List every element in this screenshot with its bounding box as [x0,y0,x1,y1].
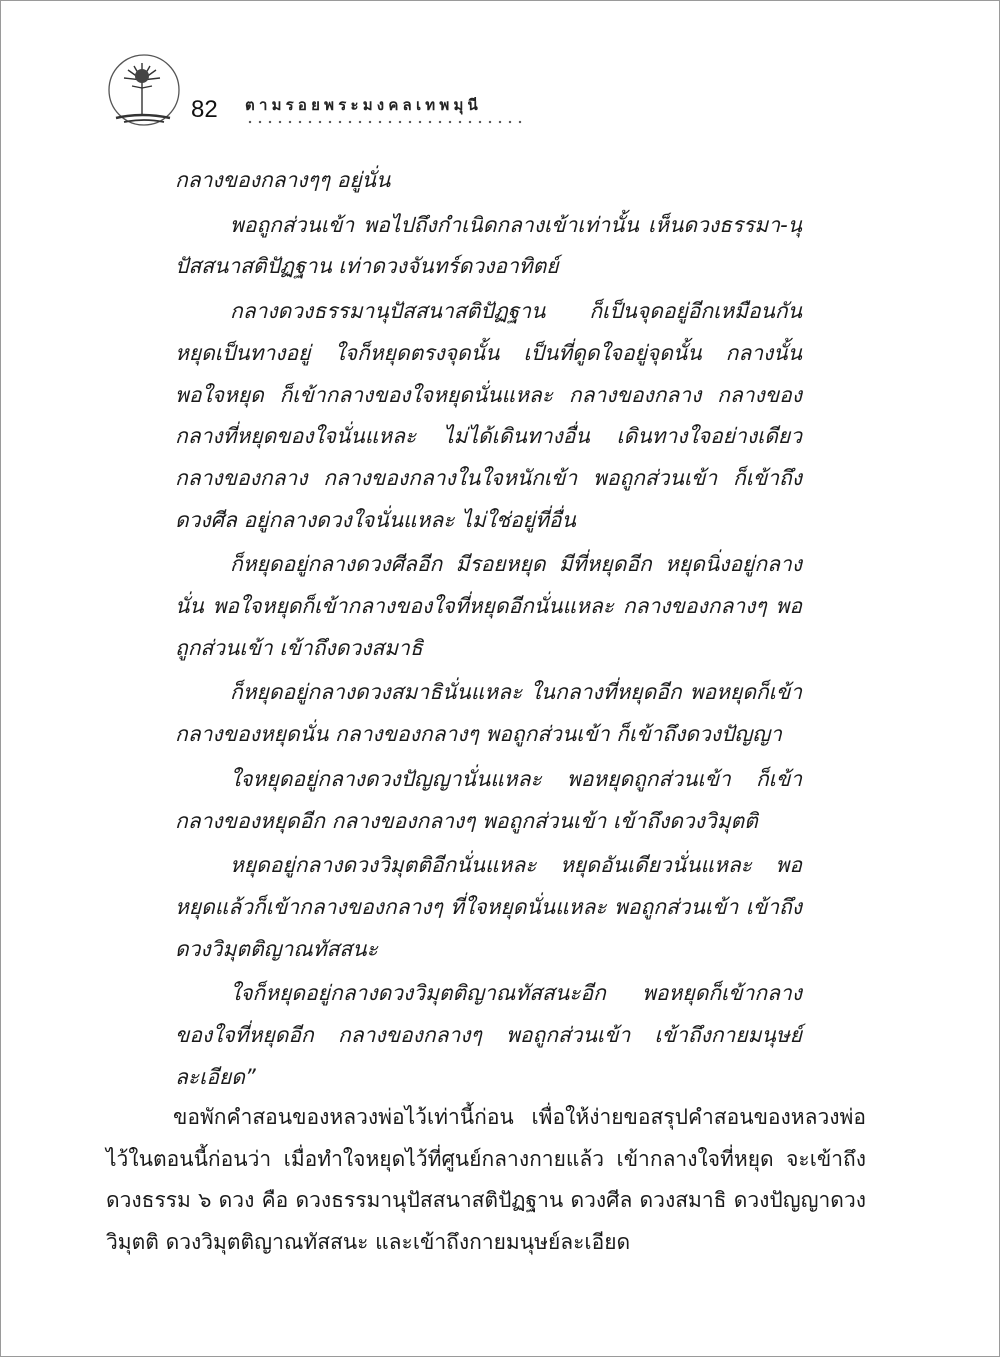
quote-paragraph: กลางดวงธรรมานุปัสสนาสติปัฏฐาน ก็เป็นจุดอยู่อีกเหมือนกัน หยุดเป็นทางอยู่ ใจก็หยุดตรงจุดนั้น เป็นที่ดูดใจอยู่จุดนั้น กลางนั้น พอใจหยุด ก็เข้ากลางของใจหยุดนั่นแหละ กลางของกลาง กลางของกลางที่หยุดของใจนั่นแหละ ไม่ได้เดินทางอื่น เดินทางใจอย่างเดียว กลางของกลาง กลางของกลางในใจหนักเข้า พอถูกส่วนเข้า ก็เข้าถึงดวงศีล อยู่กลางดวงใจนั่นแหละ ไม่ใช่อยู่ที่อื่น [175,299,802,532]
quoted-sermon [175,160,802,1101]
title-dotted-rule [245,120,525,124]
lotus-emblem-icon [104,50,182,132]
quote-paragraph: พอถูกส่วนเข้า พอไปถึงกำเนิดกลางเข้าเท่านั้น เห็นดวงธรรมา-นุปัสสนาสติปัฏฐาน เท่าดวงจันทร์ดวงอาทิตย์ [175,212,802,279]
quote-paragraph: ก็หยุดอยู่กลางดวงศีลอีก มีรอยหยุด มีที่หยุดอีก หยุดนิ่งอยู่กลางนั่น พอใจหยุดก็เข้ากลางของใจที่หยุดอีกนั่นแหละ กลางของกลางๆ พอถูกส่วนเข้า เข้าถึงดวงสมาธิ [175,552,802,660]
quote-paragraph: ก็หยุดอยู่กลางดวงสมาธินั่นแหละ ในกลางที่หยุดอีก พอหยุดก็เข้ากลางของหยุดนั่น กลางของกลางๆ พอถูกส่วนเข้า ก็เข้าถึงดวงปัญญา [175,680,802,747]
page-number: 82 [191,96,218,123]
running-title: ตามรอยพระมงคลเทพมุนี [245,96,482,114]
body-paragraph: ขอพักคำสอนของหลวงพ่อไว้เท่านี้ก่อน เพื่อให้ง่ายขอสรุปคำสอนของหลวงพ่อไว้ในตอนนี้ก่อนว่า เมื่อทำใจหยุดไว้ที่ศูนย์กลางกายแล้ว เข้ากลางใจที่หยุด จะเข้าถึงดวงธรรม ๖ ดวง คือ ดวงธรรมานุปัสสนาสติปัฏฐาน ดวงศีล ดวงสมาธิ ดวงปัญญาดวงวิมุตติ ดวงวิมุตติญาณทัสสนะ และเข้าถึงกายมนุษย์ละเอียด [106,1105,866,1255]
quote-paragraph: ใจหยุดอยู่กลางดวงปัญญานั่นแหละ พอหยุดถูกส่วนเข้า ก็เข้ากลางของหยุดอีก กลางของกลางๆ พอถูกส่วนเข้า เข้าถึงดวงวิมุตติ [175,766,802,833]
quote-paragraph: ใจก็หยุดอยู่กลางดวงวิมุตติญาณทัสสนะอีก พอหยุดก็เข้ากลางของใจที่หยุดอีก กลางของกลางๆ พอถูกส่วนเข้า เข้าถึงกายมนุษย์ละเอียด” [175,981,802,1089]
quote-paragraph: กลางของกลางๆๆ อยู่นั่น [175,168,391,192]
summary-section [106,1097,866,1264]
quote-paragraph: หยุดอยู่กลางดวงวิมุตติอีกนั่นแหละ หยุดอันเดียวนั่นแหละ พอหยุดแล้วก็เข้ากลางของกลางๆ ที่ใจหยุดนั่นแหละ พอถูกส่วนเข้า เข้าถึงดวงวิมุตติญาณทัสสนะ [175,853,802,961]
